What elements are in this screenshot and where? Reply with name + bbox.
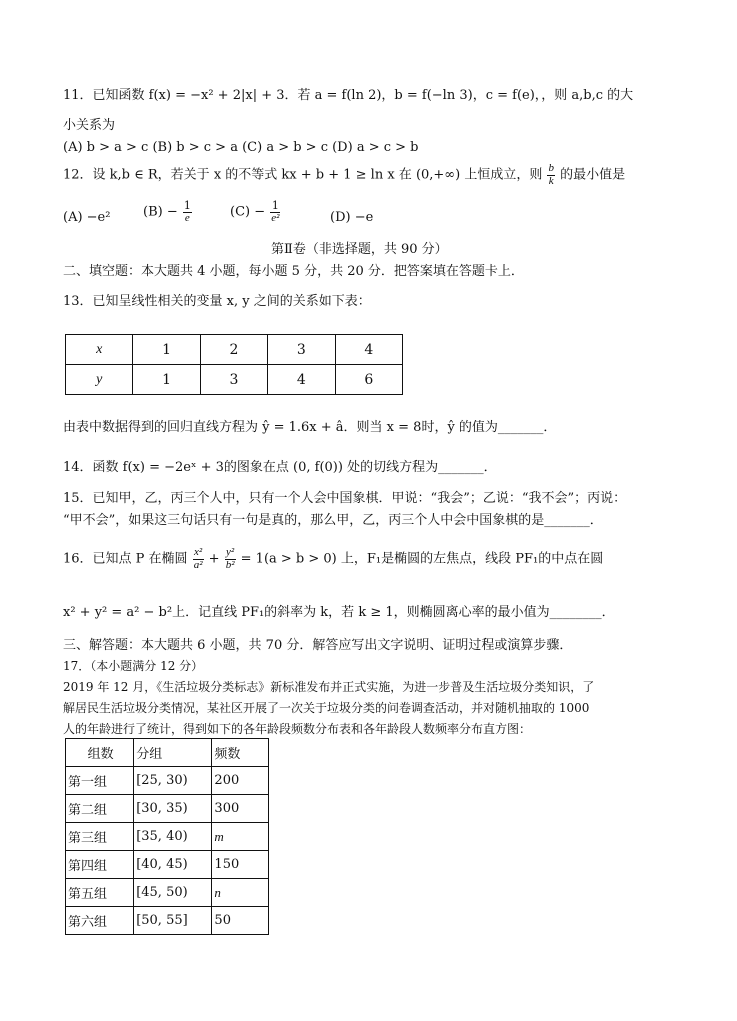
q12-fraction (547, 163, 555, 187)
q17-interval-cell: [25, 30) (134, 767, 212, 795)
q17-group-cell: 第三组 (66, 823, 134, 851)
q12-option-b-prefix: (B) − (143, 204, 178, 220)
q12-option-c-den: e² (271, 211, 280, 224)
q11-options: (A) b > a > c (B) b > c > a (C) a > b > c (D) a > c > b (63, 140, 419, 155)
table-row (66, 851, 269, 879)
q17-group-cell: 第一组 (66, 767, 134, 795)
q12-stem-before: 12．设 k,b ∈ R，若关于 x 的不等式 kx + b + 1 ≥ ln x 在 (0,+∞) 上恒成立，则 (63, 167, 543, 183)
q17-group-cell: 第四组 (66, 851, 134, 879)
q17-para-line3: 人的年龄进行了统计，得到如下的各年龄段频数分布表和各年龄段人数频率分布直方图： (63, 722, 532, 736)
q12-option-b (143, 200, 193, 224)
q12-option-d: (D) −e (330, 210, 374, 225)
q13-y-row (66, 365, 403, 395)
q16-frac1-num: x² (194, 546, 203, 558)
part2-title: 第Ⅱ卷（非选择题，共 90 分） (271, 242, 448, 257)
q12-stem-after: 的最小值是 (560, 167, 626, 183)
table-row (66, 907, 269, 935)
q12-option-c-prefix: (C) − (230, 204, 266, 220)
q13-x-cell: 3 (268, 335, 335, 365)
q17-interval-cell: [30, 35) (134, 795, 212, 823)
q16-line2: x² + y² = a² − b²上．记直线 PF₁的斜率为 k，若 k ≥ 1，则椭圆离心率的最小值为________． (63, 605, 615, 620)
q17-header-cell: 分组 (134, 739, 212, 767)
q16-line1 (63, 547, 603, 571)
q17-frequency-table (65, 738, 269, 935)
q12-option-a: (A) −e² (63, 210, 111, 225)
q16-frac1-den: a² (193, 558, 203, 571)
q13-x-cell: 1 (133, 335, 200, 365)
table-row (66, 767, 269, 795)
q15-line1: 15．已知甲，乙，丙三个人中，只有一个人会中国象棋．甲说：“我会”；乙说：“我不会”；丙说： (63, 491, 627, 506)
q16-pre: 16．已知点 P 在椭圆 (63, 551, 188, 567)
q13-question: 由表中数据得到的回归直线方程为 ŷ = 1.6x + â．则当 x = 8时，ŷ 的值为_______． (63, 420, 557, 435)
q17-count-cell: 150 (212, 851, 269, 879)
q12-option-c (230, 200, 281, 224)
q16-fraction-x (193, 547, 204, 571)
q17-header-cell: 组数 (66, 739, 134, 767)
q17-count-cell: m (212, 823, 269, 851)
q13-intro: 13．已知呈线性相关的变量 x, y 之间的关系如下表： (63, 294, 371, 309)
q13-x-cell: 4 (335, 335, 402, 365)
q17-para-line1: 2019 年 12 月，《生活垃圾分类标志》新标准发布并正式实施，为进一步普及生活垃圾分类知识，了 (63, 680, 595, 694)
q17-group-cell: 第二组 (66, 795, 134, 823)
table-row (66, 795, 269, 823)
q17-count-cell: 50 (212, 907, 269, 935)
q17-para-line2: 解居民生活垃圾分类情况，某社区开展了一次关于垃圾分类的问卷调查活动，并对随机抽取的 1000 (63, 701, 590, 715)
q16-post: = 1(a > b > 0) 上，F₁是椭圆的左焦点，线段 PF₁的中点在圆 (240, 551, 604, 567)
q11-line2: 小关系为 (63, 118, 116, 133)
section3-heading: 三、解答题：本大题共 6 小题，共 70 分．解答应写出文字说明、证明过程或演算步骤． (63, 638, 573, 653)
q13-y-cell: 4 (268, 365, 335, 395)
q13-y-cell: 6 (335, 365, 402, 395)
q15-line2: “甲不会”，如果这三句话只有一句是真的，那么甲，乙，丙三个人中会中国象棋的是_______． (63, 513, 603, 528)
q17-interval-cell: [45, 50) (134, 879, 212, 907)
q11-line1: 11．已知函数 f(x) = −x² + 2|x| + 3．若 a = f(ln 2)，b = f(−ln 3)，c = f(e)，，则 a,b,c 的大 (63, 88, 634, 103)
q16-frac2-num: y² (226, 546, 235, 558)
q13-x-cell: 2 (200, 335, 267, 365)
q17-count-cell: 300 (212, 795, 269, 823)
q12-option-b-fraction (183, 200, 192, 224)
section2-heading: 二、填空题：本大题共 4 小题，每小题 5 分，共 20 分．把答案填在答题卡上． (63, 264, 524, 279)
q17-header-cell: 频数 (212, 739, 269, 767)
q13-x-row (66, 335, 403, 365)
q16-frac2-den: b² (225, 558, 235, 571)
q13-y-cell: 1 (133, 365, 200, 395)
q12-option-b-num: 1 (183, 199, 191, 212)
q17-interval-cell: [35, 40) (134, 823, 212, 851)
q16-fraction-y (225, 547, 236, 571)
q14-question: 14．函数 f(x) = −2eˣ + 3的图象在点 (0, f(0)) 处的切线方程为_______． (63, 460, 497, 475)
q17-interval-cell: [50, 55] (134, 907, 212, 935)
q16-plus: + (208, 551, 220, 567)
q12-option-c-num: 1 (271, 199, 279, 212)
table-row (66, 879, 269, 907)
q17-count-cell: 200 (212, 767, 269, 795)
q12-option-b-den: e (184, 211, 190, 224)
q13-y-label: y (66, 365, 133, 395)
q12-stem (63, 163, 625, 187)
q17-table-header (66, 739, 269, 767)
q17-count-cell: n (212, 879, 269, 907)
q13-y-cell: 3 (200, 365, 267, 395)
q12-option-c-fraction (270, 200, 280, 224)
q12-frac-num: b (548, 162, 554, 174)
q17-interval-cell: [40, 45) (134, 851, 212, 879)
table-row (66, 823, 269, 851)
q13-table (65, 334, 403, 395)
q13-x-label: x (66, 335, 133, 365)
q12-frac-den: k (548, 174, 554, 187)
q17-heading: 17．（本小题满分 12 分） (63, 659, 204, 673)
q17-group-cell: 第六组 (66, 907, 134, 935)
q17-group-cell: 第五组 (66, 879, 134, 907)
